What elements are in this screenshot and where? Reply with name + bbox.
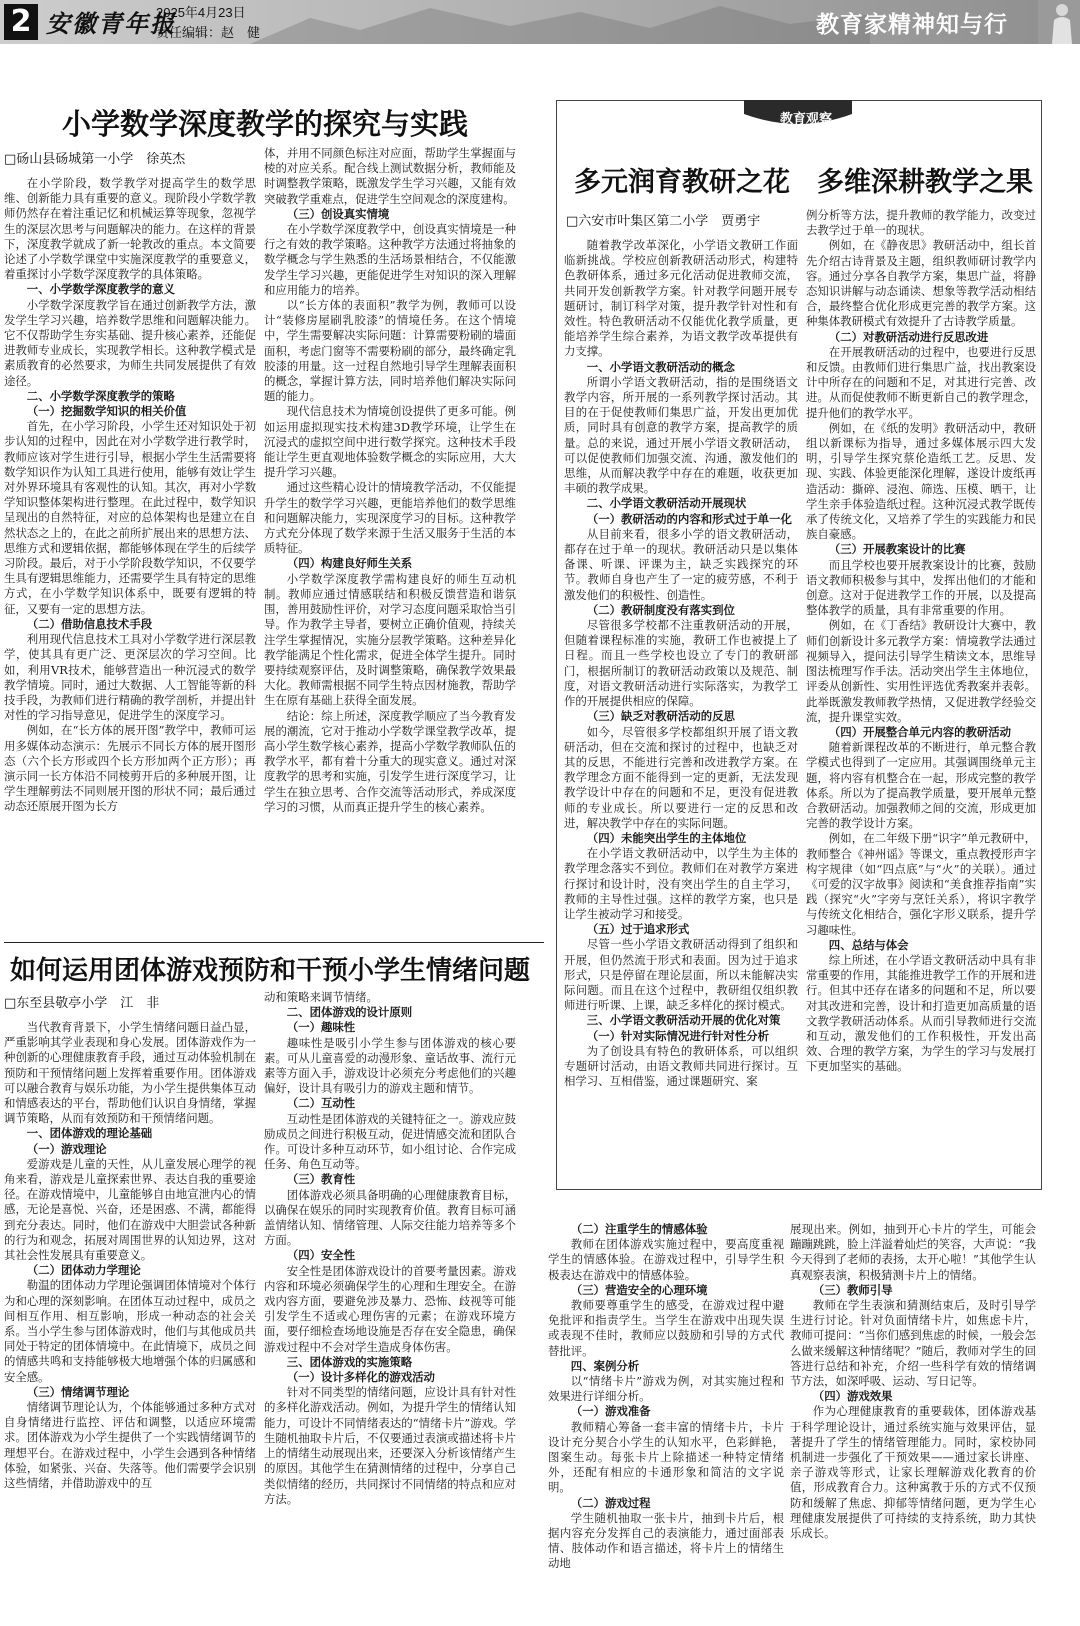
paragraph: 教师精心筹备一套丰富的情绪卡片，卡片设计充分契合小学生的认知水平，色彩鲜艳，图案生动。每张卡片上除描述一种特定情绪外，还配有相应的卡通形象和简洁的文字说明。 (548, 1419, 784, 1495)
section-heading: 四、案例分析 (570, 1358, 640, 1373)
section-heading: 一、小学数学深度教学的意义 (26, 282, 175, 297)
paragraph: 展现出来。例如，抽到开心卡片的学生，可能会蹦蹦跳跳，脸上洋溢着灿烂的笑容，大声说：“我今天得到了老师的表扬，太开心啦！”其他学生认真观察表演，积极猜测卡片上的情绪。 (790, 1222, 1036, 1282)
paragraph: 首先，在小学习阶段，小学生还对知识处于初步认知的过程中，因此在对小学数学进行教学时，教师应该对学生进行引导，根据小学生生活需要将数学知识作为认知工具进行使用，能够有效让学生对外界环境具有客观性的认知。其次，再对小学数学知识整体架构进行整理。在此过程中，数学知识呈现出的自然特征，对应的总体架构也是建立在自然状态之上的，在此之前所扩展出来的思想方法、思维方式和逻辑依据，都能够体现在学生的后续学习阶段。最后，对于小学阶段数学知识，不仅要学生具有逻辑思维能力，还需要学生具有特定的思维方式，在小学数学知识体系中，既要有逻辑的特征，又要有一定的思想方法。 (4, 419, 256, 616)
paragraph: 教师在学生表演和猜测结束后，及时引导学生进行讨论。针对负面情绪卡片，如焦虑卡片，教师可提问：“当你们感到焦虑的时候，一般会怎么做来缓解这种情绪呢？”随后，教师对学生的回答进行总结和补充，介绍一些科学有效的情绪调节方法，如深呼吸、运动、写日记等。 (790, 1298, 1036, 1389)
subsection-heading: （三）教师引导 (812, 1282, 893, 1297)
subsection-heading: （三）开展教案设计的比赛 (828, 542, 966, 557)
subsection-heading: （一）挖掘数学知识的相关价值 (26, 404, 187, 419)
paragraph: 例如，在“长方体的展开图”教学中，教师可运用多媒体动态演示：先展示不同长方体的展开图形态（六个长方形或四个长方形加两个正方形）；再演示同一长方体沿不同棱剪开后的多种展开图，让学生理解剪法不同则展开图的形状不同；最后通过动态还原展开图为长方 (4, 723, 256, 814)
section-heading: 一、团体游戏的理论基础 (26, 1126, 153, 1141)
paragraph: 通过这些精心设计的情境教学活动，不仅能提升学生的数学学习兴趣，更能培养他们的数学思维和问题解决能力，实现深度学习的目标。这种教学方式充分体现了数学来源于生活又服务于生活的本质特征。 (264, 480, 516, 556)
article3-column-4 (790, 1222, 1036, 1624)
paragraph: 体，并用不同颜色标注对应面，帮助学生掌握面与棱的对应关系。配合线上测试数据分析，教师能及时调整教学策略，既激发学生学习兴趣，又能有效突破教学重难点，促进学生空间观念的深度建构。 (264, 146, 516, 206)
article1-column-2 (264, 146, 516, 932)
subsection-heading: （四）构建良好师生关系 (286, 556, 413, 571)
paragraph: 针对不同类型的情绪问题，应设计具有针对性的多样化游戏活动。例如，为提升学生的情绪认知能力，可设计不同情绪表达的“情绪卡片”游戏。学生随机抽取卡片后，不仅要通过表演或描述将卡片上的情绪生动展现出来，还要深入分析该情绪产生的原因。其他学生在猜测情绪的过程中，分享自己类似情绪的经历，共同探讨不同情绪的特点和应对方法。 (264, 1385, 516, 1506)
section-heading: 二、小学语文教研活动开展现状 (586, 496, 747, 511)
section-heading: 二、小学数学深度教学的策略 (26, 388, 175, 403)
paragraph: 勒温的团体动力学理论强调团体情境对个体行为和心理的深刻影响。在团体互动过程中，成员之间相互作用、相互影响，形成一种动态的社会关系。当小学生参与团体游戏时，他们与其他成员共同处于特定的团体情境中。在此情境下，成员之间的情感共鸣和支持能够极大地增强个体的归属感和安全感。 (4, 1278, 256, 1384)
issue-date: 2025年4月23日 (156, 5, 246, 20)
article1-byline: □砀山县砀城第一小学 徐英杰 (4, 152, 186, 167)
article3-title: 如何运用团体游戏预防和干预小学生情绪问题 (10, 956, 531, 986)
paragraph: 例如，在二年级下册“识字”单元教研中，教师整合《神州谣》等课文，重点教授形声字构字规律（如“四点底”与“火”的关联）。通过《可爱的汉字故事》阅读和“美食推荐指南”实践（探究“火”字旁与烹饪关系），将识字教学与传统文化相结合，强化字形义联系，提升学习趣味性。 (806, 831, 1036, 937)
subsection-heading: （一）针对实际情况进行针对性分析 (586, 1028, 770, 1043)
paragraph: 趣味性是吸引小学生参与团体游戏的核心要素。可从儿童喜爱的动漫形象、童话故事、流行元素等方面入手，游戏设计必须充分考虑他们的兴趣偏好，设计具有吸引力的游戏主题和情节。 (264, 1035, 516, 1096)
paragraph: 尽管一些小学语文教研活动得到了组织和开展，但仍然流于形式和表面。因为过于追求形式，只是停留在理论层面，所以未能解决实际问题。而且在这个过程中，教研组仅组织教师进行听课、上课，缺乏多样化的探讨模式。 (564, 937, 798, 1013)
subsection-heading: （四）开展整合单元内容的教研活动 (828, 724, 1012, 739)
article2-column-1 (564, 238, 798, 1186)
paragraph: 随着教学改革深化，小学语文教研工作面临新挑战。学校应创新教研活动形式，构建特色教研体系，通过多元化活动促进教师交流，共同开发创新教学方案。针对教学问题开展专题研讨，制订科学对策，提升教学针对性和有效性。特色教研活动不仅能优化教学质量，更能培养学生综合素养，为语文教学改革提供有力支撑。 (564, 238, 798, 359)
subsection-heading: （三）创设真实情境 (286, 206, 390, 221)
section-heading: 二、团体游戏的设计原则 (286, 1005, 413, 1020)
paragraph: 安全性是团体游戏设计的首要考量因素。游戏内容和环境必须确保学生的心理和生理安全。在游戏内容方面，要避免涉及暴力、恐怖、歧视等可能引发学生不适或心理伤害的元素；在游戏环境方面，要仔细检查场地设施是否存在安全隐患，确保游戏过程中不会对学生造成身体伤害。 (264, 1263, 516, 1354)
paragraph: 例分析等方法，提升教师的教学能力，改变过去教学过于单一的现状。 (806, 208, 1036, 238)
article3-byline: □东至县敬亭小学 江 非 (4, 996, 160, 1011)
subsection-heading: （三）营造安全的心理环境 (570, 1282, 708, 1297)
subsection-heading: （二）注重学生的情感体验 (570, 1222, 708, 1236)
paragraph: 当代教育背景下，小学生情绪问题日益凸显，严重影响其学业表现和身心发展。团体游戏作为一种创新的心理健康教育手段，通过互动体验机制在预防和干预情绪问题上发挥着重要作用。团体游戏可以融合教育与娱乐功能，为小学生提供集体互动和情感表达的平台，帮助他们认识自身情绪，掌握调节策略，从而有效预防和干预情绪问题。 (4, 1020, 256, 1126)
subsection-heading: （一）游戏理论 (26, 1141, 107, 1156)
paragraph: 在开展教研活动的过程中，也要进行反思和反馈。由教师们进行集思广益，找出教案设计中所存在的问题和不足，对其进行完善、改进。从而促使教师不断更新自己的教学理念，提升他们的教学水平。 (806, 344, 1036, 420)
responsible-editor: 责任编辑：赵 健 (156, 25, 261, 40)
paragraph: 在小学语文教研活动中，以学生为主体的教学理念落实不到位。教师们在对教学方案进行探讨和设计时，没有突出学生的自主学习，教师的主导性过强。这样的教学方案，也只是让学生被动学习和接受。 (564, 846, 798, 921)
paragraph: 以“情绪卡片”游戏为例，对其实施过程和效果进行详细分析。 (548, 1374, 784, 1404)
paragraph: 教师要尊重学生的感受，在游戏过程中避免批评和指责学生。当学生在游戏中出现失误或表现不佳时，教师应以鼓励和引导的方式代替批评。 (548, 1298, 784, 1358)
section-title: 教育家精神知与行 (816, 12, 1008, 38)
paragraph: 在小学阶段，数学教学对提高学生的数学思维、创新能力具有重要的意义。现阶段小学数学教师仍然存在着注重记忆和机械运算等现象，忽视学生的深层次思考与问题解决的能力。在这样的背景下，深度教学就成了新一轮教改的重点。本文简要论述了小学数学课堂中实施深度教学的重要意义，着重探讨小学数学深度教学的具体策略。 (4, 176, 256, 282)
subsection-heading: （四）安全性 (286, 1248, 356, 1263)
paragraph: 动和策略来调节情绪。 (264, 990, 378, 1004)
paragraph: 如今，尽管很多学校都组织开展了语文教研活动，但在交流和探讨的过程中，也缺乏对其的反思，不能进行完善和改进教学方案。在教学理念方面不能得到一定的更新，无法发现教学设计中存在的问题和不足，更没有促进教师的专业成长。所以要进行一定的反思和改进，解决教学中存在的实际问题。 (564, 724, 798, 830)
paragraph: 从目前来看，很多小学的语文教研活动，都存在过于单一的现状。教研活动只是以集体备课、听课、评课为主，缺乏实践探究的环节。教师自身也产生了一定的疲劳感，不利于激发他们的积极性、创造性。 (564, 526, 798, 602)
subsection-heading: （二）互动性 (286, 1096, 356, 1111)
subsection-heading: （二）对教研活动进行反思改进 (828, 329, 989, 344)
article3-divider (4, 942, 544, 943)
article2-column-2 (806, 208, 1036, 1186)
paragraph: 尽管很多学校都不注重教研活动的开展，但随着课程标准的实施，教研工作也被提上了日程。而且一些学校也设立了专门的教研部门，根据所制订的教研活动政策以及规范、制度，对语文教研活动进行实际落实，为教学工作的开展提供相应的保障。 (564, 618, 798, 709)
masthead-hills-decoration (250, 0, 870, 44)
subsection-heading: （一）设计多样化的游戏活动 (286, 1370, 435, 1385)
subsection-heading: （二）游戏过程 (570, 1495, 651, 1510)
subsection-heading: （二）借助信息技术手段 (26, 616, 153, 631)
paragraph: 所谓小学语文教研活动，指的是围绕语文教学内容，所开展的一系列教学探讨活动。其目的在于促使教师们集思广益，开发出更加优质，同时具有创意的教学方案，提高教学的质量。总的来说，通过开展小学语文教研活动，可以促使教师们加强交流、沟通，激发他们的思维，从而解决教学中存在的难题，收获更加丰硕的教学成果。 (564, 374, 798, 496)
article3-column-1 (4, 1020, 256, 1624)
paragraph: 例如，在《纸的发明》教研活动中，教研组以新课标为指导，通过多媒体展示四大发明，引导学生探究蔡伦造纸工艺。反思、发现、实践、体验更能深化理解，遂设计废纸再造活动：撕碎、浸泡、筛选、压模、晒干，让学生亲手体验造纸过程。这种沉浸式教学既传承了传统文化，又培养了学生的实践能力和民族自豪感。 (806, 420, 1036, 542)
paragraph: 情绪调节理论认为，个体能够通过多种方式对自身情绪进行监控、评估和调整，以适应环境需求。团体游戏为小学生提供了一个实践情绪调节的理想平台。在游戏过程中，小学生会遇到各种情绪体验，如紧张、兴奋、失落等。他们需要学会识别这些情绪，并借助游戏中的互 (4, 1400, 256, 1491)
paragraph: 综上所述，在小学语文教研活动中具有非常重要的作用，其能推进教学工作的开展和进行。但其中还存在诸多的问题和不足，所以要对其改进和完善，设计和打造更加高质量的语文教学教研活动体系。从而引导教师进行交流和互动，激发他们的工作积极性，开发出高效、合理的教学方案，为学生的学习与发展打下更加坚实的基础。 (806, 952, 1036, 1074)
subsection-heading: （一）教研活动的内容和形式过于单一化 (586, 511, 792, 526)
conclusion-paragraph: 结论：综上所述，深度教学顺应了当今教育发展的潮流，它对于推动小学数学课堂教学改革，提高小学生数学核心素养，提高小学数学教师队伍的教学水平，都有着十分重大的现实意义。通过对深度教学的思考和实施，引发学生进行深度学习，让学生在独立思考、合作交流等活动形式，养成深度学习的习惯，从而真正提升学生的核心素养。 (264, 708, 516, 814)
statue-icon (1038, 0, 1080, 44)
paragraph: 例如，在《静夜思》教研活动中，组长首先介绍古诗背景及主题，组织教师研讨教学内容。通过分享各自教学方案，集思广益，将静态知识讲解与动态诵读、想象等教学活动相结合，最终整合优化形成更完善的教学方案。这种集体教研模式有效提升了古诗教学质量。 (806, 238, 1036, 329)
paragraph: 在小学数学深度教学中，创设真实情境是一种行之有效的教学策略。这种教学方法通过将抽象的数学概念与学生熟悉的生活场景相结合，不仅能激发学生学习兴趣，更能促进学生对知识的深入理解和应用能力的培养。 (264, 222, 516, 297)
subsection-heading: （一）游戏准备 (570, 1404, 651, 1419)
section-heading: 三、团体游戏的实施策略 (286, 1354, 413, 1369)
paragraph: 爱游戏是儿童的天性，从儿童发展心理学的视角来看，游戏是儿童探索世界、表达自我的重要途径。在游戏情境中，儿童能够自由地宣泄内心的情感，无论是喜悦、兴奋，还是困惑、不满，都能得到充分表达。同时，他们在游戏中大胆尝试各种新的行为和观念，拓展对周围世界的认知边界，这对其社会性发展具有重要意义。 (4, 1156, 256, 1263)
article2-title: 多元润育教研之花 多维深耕教学之果 (574, 167, 1033, 198)
paragraph: 随着新课程改革的不断进行，单元整合教学模式也得到了一定应用。其强调围绕单元主题，将内容有机整合在一起，形成完整的教学体系。所以为了提高教学质量，要开展单元整合教研活动。加强教师之间的交流，形成更加完善的教学设计方案。 (806, 740, 1036, 831)
section-heading: 三、小学语文教研活动开展的优化对策 (586, 1013, 781, 1028)
page-number: 2 (4, 4, 38, 40)
paragraph: 为了创设具有特色的教研体系，可以组织专题研讨活动，由语文教师共同进行探讨。互相学习、互相借鉴，通过课题研究、案 (564, 1043, 798, 1089)
article3-column-2 (264, 990, 516, 1624)
paragraph: 学生随机抽取一张卡片，抽到卡片后，根据内容充分发挥自己的表演能力，通过面部表情、肢体动作和语言描述，将卡片上的情绪生动地 (548, 1510, 784, 1571)
subsection-heading: （一）趣味性 (286, 1020, 356, 1035)
paragraph: 利用现代信息技术工具对小学数学进行深层教学，使其具有更广泛、更深层次的学习空间。比如，利用VR技术，能够营造出一种沉浸式的数学教学情境。同时，通过大数据、人工智能等新的科技手段，为教师们进行精确的教学剖析，并提出针对性的学习指导意见，促进学生的深度学习。 (4, 632, 256, 723)
article2-tag: 教育观察 (780, 112, 833, 127)
subsection-heading: （二）团体动力学理论 (26, 1263, 141, 1278)
paragraph: 而且学校也要开展教案设计的比赛，鼓励语文教师积极参与其中，发挥出他们的才能和创意。这对于促进教学工作的开展，以及提高整体教学的质量，具有非常重要的作用。 (806, 557, 1036, 618)
paragraph: 现代信息技术为情境创设提供了更多可能。例如运用虚拟现实技术构建3D教学环境，让学生在沉浸式的虚拟空间中进行数学探究。这种技术手段能让学生更直观地体验数学概念的实际应用，大大提升学习兴趣。 (264, 404, 516, 480)
article3-column-3 (548, 1222, 784, 1624)
subsection-heading: （三）缺乏对教研活动的反思 (586, 709, 735, 724)
subsection-heading: （三）情绪调节理论 (26, 1384, 130, 1399)
paragraph: 团体游戏必须具备明确的心理健康教育目标，以确保在娱乐的同时实现教育价值。教育目标可涵盖情绪认知、情绪管理、人际交往能力培养等多个方面。 (264, 1187, 516, 1248)
paragraph: 教师在团体游戏实施过程中，要高度重视学生的情感体验。在游戏过程中，引导学生积极表达在游戏中的情感体验。 (548, 1237, 784, 1282)
subsection-heading: （二）教研制度没有落实到位 (586, 602, 735, 617)
section-heading: 四、总结与体会 (828, 937, 909, 952)
paragraph: 作为心理健康教育的重要载体，团体游戏基于科学理论设计，通过系统实施与效果评估，显著提升了学生的情绪管理能力。同时，家校协同机制进一步强化了干预效果——通过家长讲座、亲子游戏等形式，让家长理解游戏化教育的价值，形成教育合力。这种寓教于乐的方式不仅预防和缓解了焦虑、抑郁等情绪问题，更为学生心理健康发展提供了可持续的支持系统，助力其快乐成长。 (790, 1404, 1036, 1541)
paragraph: 例如，在《丁香结》教研设计大赛中，教师们创新设计多元教学方案：情境教学法通过视频导入，提问法引导学生精读文本，思维导图法梳理写作手法。活动突出学生主体地位，评委从创新性、实用性评选优秀教案并表彰。此举既激发教师教学热情，又促进教学经验交流，提升课堂实效。 (806, 618, 1036, 724)
subsection-heading: （四）未能突出学生的主体地位 (586, 830, 747, 845)
newspaper-name: 安徽青年报 (46, 9, 176, 38)
paragraph: 以“长方体的表面积”教学为例，教师可以设计“装修房屋刷乳胶漆”的情境任务。在这个情境中，学生需要解决实际问题：计算需要粉刷的墙面面积，考虑门窗等不需要粉刷的部分，最终确定乳胶漆的用量。这一过程自然地引导学生理解表面积的概念，掌握计算方法，同时培养他们解决实际问题的能力。 (264, 298, 516, 404)
subsection-heading: （四）游戏效果 (812, 1389, 893, 1404)
paragraph: 互动性是团体游戏的关键特征之一。游戏应鼓励成员之间进行积极互动，促进情感交流和团队合作。可设计多种互动环节，如小组讨论、合作完成任务、角色互动等。 (264, 1111, 516, 1172)
subsection-heading: （三）教育性 (286, 1172, 356, 1187)
article2-byline: □六安市叶集区第二小学 贾勇宇 (566, 214, 761, 229)
article1-column-1 (4, 176, 256, 932)
statue-image (1038, 0, 1080, 44)
subsection-heading: （五）过于追求形式 (586, 922, 690, 937)
article1-title: 小学数学深度教学的探究与实践 (62, 107, 469, 141)
paragraph: 小学数学深度教学需构建良好的师生互动机制。教师应通过情感联结和积极反馈营造和谐氛围，善用鼓励性评价，对学习态度问题采取恰当引导。作为教学主导者，要树立正确价值观，持续关注学生掌握情况，实施分层教学策略。这种差异化教学能满足个性化需求，促进全体学生提升。同时要持续观察评估，及时调整策略，确保教学效果最大化。教师需根据不同学生特点因材施教，帮助学生在原有基础上获得全面发展。 (264, 571, 516, 708)
section-heading: 一、小学语文教研活动的概念 (586, 359, 735, 374)
paragraph: 小学数学深度教学旨在通过创新教学方法，激发学生学习兴趣，培养数学思维和问题解决能力。它不仅帮助学生夯实基础、提升核心素养，还能促进教师专业成长，实现教学相长。这种教学模式是素质教育的必然要求，为师生共同发展提供了有效途径。 (4, 297, 256, 388)
